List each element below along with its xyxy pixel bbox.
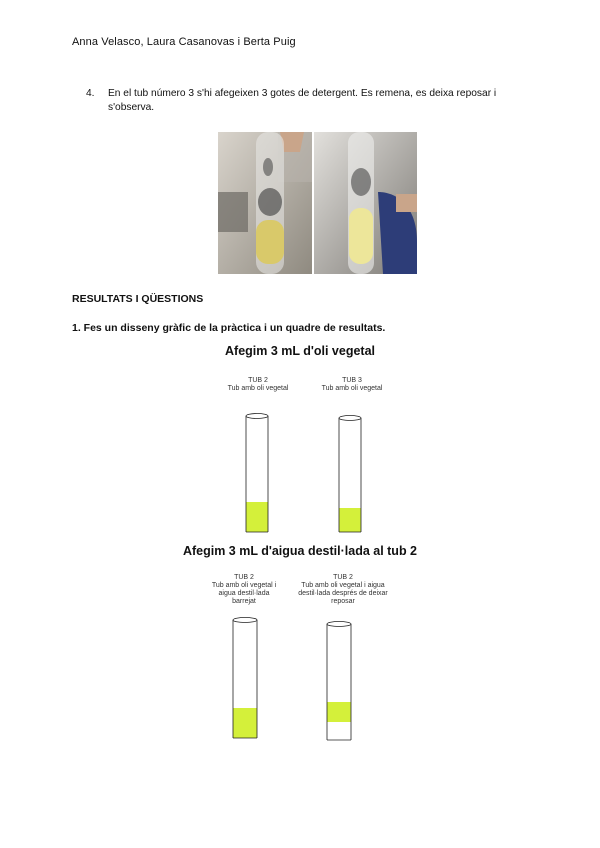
- tube-description: Tub amb oli vegetal i aigua destil·lada després de deixar reposar: [298, 582, 388, 605]
- step-text: En el tub número 3 s'hi afegeixen 3 gotes de detergent. Es remena, es deixa reposar i s'observa.: [108, 88, 497, 113]
- test-tube-2b: [321, 618, 357, 744]
- tube-name: TUB 2: [234, 574, 254, 581]
- test-tube-2a: [227, 614, 263, 742]
- tube-label-1b: [292, 377, 412, 393]
- test-tube-1b: [333, 412, 367, 536]
- tube-label-2b: [283, 574, 403, 606]
- test-tube-1a: [240, 410, 274, 536]
- authors-header: Anna Velasco, Laura Casanovas i Berta Puig: [72, 36, 296, 48]
- tube-description: Tub amb oli vegetal: [321, 385, 383, 392]
- tube-name: TUB 2: [248, 377, 268, 384]
- tube-name: TUB 3: [342, 377, 362, 384]
- photo-right: [314, 132, 417, 274]
- test-tube-photos: [218, 132, 417, 274]
- section-title: RESULTATS I QÜESTIONS: [72, 293, 204, 305]
- diagram-title-1: Afegim 3 mL d'oli vegetal: [225, 344, 375, 358]
- tube-description: Tub amb oli vegetal: [227, 385, 289, 392]
- photo-left: [218, 132, 312, 274]
- tube-name: TUB 2: [333, 574, 353, 581]
- question-1: 1. Fes un disseny gràfic de la pràctica i un quadre de resultats.: [72, 322, 386, 334]
- diagram-title-2: Afegim 3 mL d'aigua destil·lada al tub 2: [182, 544, 418, 558]
- step-number: 4.: [86, 88, 95, 99]
- tube-description: Tub amb oli vegetal i aigua destil·lada barrejat: [211, 582, 277, 605]
